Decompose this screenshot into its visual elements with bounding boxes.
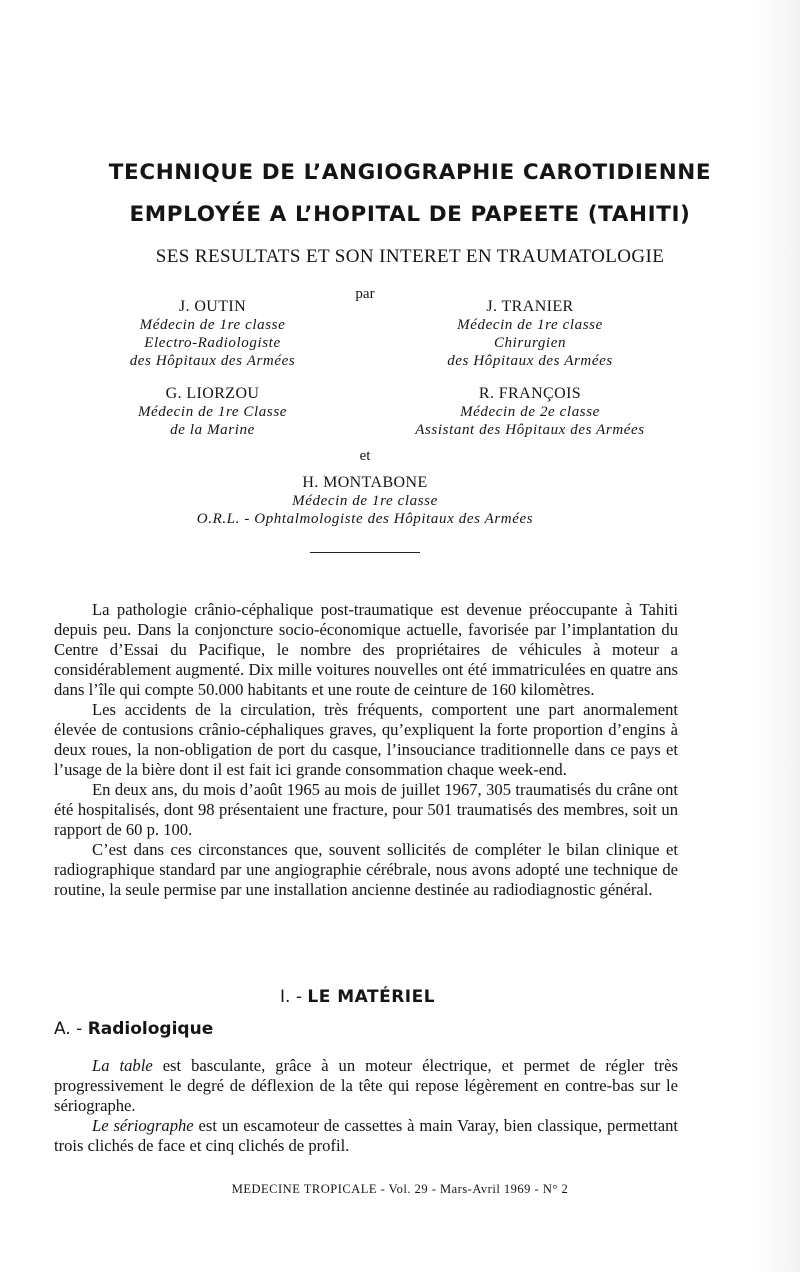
- section-number: I. -: [280, 987, 302, 1007]
- subsection-letter: A. -: [54, 1019, 83, 1039]
- materiel-paragraph: [54, 1116, 678, 1156]
- author-role: des Hôpitaux des Armées: [447, 353, 613, 369]
- author-role: des Hôpitaux des Armées: [129, 353, 296, 369]
- author-block-liorzou: [110, 385, 315, 439]
- paragraph-body: est basculante, grâce à un moteur électrique, et permet de régler très progressivement le degré de déflexion de la tête qui repose légèrement en contre-bas sur le sériographe.: [54, 1056, 678, 1115]
- intro-paragraph: Les accidents de la circulation, très fréquents, comportent une part anormalement élevée de contusions crânio-céphaliques graves, qu’expliquent la forte proportion d’engins à deux roues, la non-obligation de port du casque, l’insouciance traditionnelle dans ce pays et l’usage de la bière dont il est fait ici grande consommation chaque week-end.: [54, 700, 678, 779]
- author-role: Médecin de 1re Classe: [137, 404, 288, 420]
- author-block-montabone: [150, 474, 580, 528]
- intro-text: [54, 600, 678, 900]
- author-name: J. OUTIN: [178, 298, 247, 315]
- paragraph-lead: Le sériographe: [92, 1116, 194, 1135]
- author-role: O.R.L. - Ophtalmologiste des Hôpitaux des Armées: [196, 511, 534, 527]
- journal-footer: MEDECINE TROPICALE - Vol. 29 - Mars-Avril 1969 - N° 2: [231, 1182, 569, 1196]
- author-role: Médecin de 1re classe: [139, 317, 286, 333]
- intro-paragraph: En deux ans, du mois d’août 1965 au mois de juillet 1967, 305 traumatisés du crâne ont été hospitalisés, dont 98 présentaient une fracture, pour 501 traumatisés des membres, soit un rapport de 60 p. 100.: [54, 780, 678, 839]
- subsection-heading: [54, 1019, 213, 1039]
- section-title: LE MATÉRIEL: [307, 987, 436, 1007]
- article-title-line-1: TECHNIQUE DE L’ANGIOGRAPHIE CAROTIDIENNE: [108, 160, 712, 185]
- author-name: G. LIORZOU: [165, 385, 260, 402]
- author-name: H. MONTABONE: [302, 474, 428, 491]
- subsection-title: Radiologique: [87, 1019, 214, 1039]
- paragraph-lead: La table: [92, 1056, 153, 1075]
- author-role: Médecin de 2e classe: [460, 404, 600, 420]
- author-name: J. TRANIER: [486, 298, 574, 315]
- author-role: Médecin de 1re classe: [457, 317, 603, 333]
- article-subtitle: SES RESULTATS ET SON INTERET EN TRAUMATOLOGIE: [155, 246, 665, 267]
- author-role: Médecin de 1re classe: [292, 493, 438, 509]
- byline-par: par: [355, 286, 375, 302]
- author-role: Assistant des Hôpitaux des Armées: [415, 422, 645, 438]
- intro-paragraph: La pathologie crânio-céphalique post-traumatique est devenue préoccupante à Tahiti depuis peu. Dans la conjoncture socio-économique actuelle, favorisée par l’implantation du Centre d’Essai du Pacifique, le nombre des propriétaires de véhicules à moteur a considérablement augmenté. Dix mille voitures nouvelles ont été immatriculées en quatre ans dans l’île qui compte 50.000 habitants et une route de ceinture de 160 kilomètres.: [54, 600, 678, 699]
- intro-paragraph: C’est dans ces circonstances que, souvent sollicités de compléter le bilan clinique et radiographique standard par une angiographie cérébrale, nous avons adopté une technique de routine, la seule permise par une installation ancienne destinée au radiodiagnostic général.: [54, 840, 678, 899]
- author-role: Electro-Radiologiste: [144, 335, 281, 351]
- section-heading: [280, 987, 480, 1007]
- author-block-outin: [110, 298, 315, 370]
- page-edge-shading: [754, 0, 800, 1272]
- author-block-francois: [380, 385, 680, 439]
- author-role: Chirurgien: [493, 335, 567, 351]
- article-title-line-2: EMPLOYÉE A L’HOPITAL DE PAPEETE (TAHITI): [129, 202, 691, 227]
- author-block-tranier: [420, 298, 640, 370]
- paragraph-body: est un escamoteur de cassettes à main Varay, bien classique, permettant trois clichés de face et cinq clichés de profil.: [54, 1116, 679, 1155]
- author-role: de la Marine: [170, 422, 255, 438]
- materiel-text: [54, 1056, 678, 1156]
- materiel-paragraph: [54, 1056, 678, 1116]
- header-separator-rule: [310, 552, 420, 553]
- author-name: R. FRANÇOIS: [478, 385, 582, 402]
- byline-et: et: [359, 448, 371, 464]
